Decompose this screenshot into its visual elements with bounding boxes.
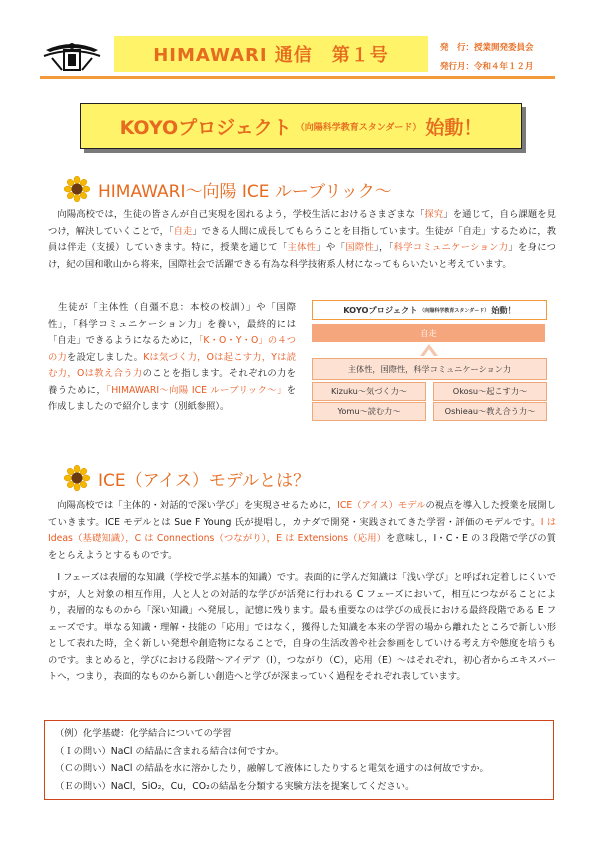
paragraph-text: を設定しました。 xyxy=(67,351,144,363)
project-title-box xyxy=(80,103,522,149)
newsletter-banner xyxy=(114,36,428,72)
highlighted-text: 国際性 xyxy=(345,242,375,253)
project-title-tail: 始動！ xyxy=(425,116,483,139)
diagram-yomu-label: Yomu～読む力～ xyxy=(337,406,401,416)
issuer-label: 発 行：授業開発委員会 xyxy=(440,43,534,53)
highlighted-text: I は Ideas（基礎知識），C は Connections（つながり），E は Extensions（応用） xyxy=(48,516,556,544)
rubric-intro-paragraph xyxy=(48,207,556,273)
paragraph-text: 」できる人間に成長してもらうことを目指しています。生徒が「自走」するために，教員は伴走（支援）していきます。特に，授業を通じて「 xyxy=(48,225,556,253)
paragraph-text: I フェーズは表層的な知識（学校で学ぶ基本的知識）です。表面的に学んだ知識は「浅い学び」と呼ばれ定着しにくいですが，人と対象の相互作用，人と人との対話的な学びが活発に行われる C フェーズにおいて，相互につながることにより，表層的なものから「深い知識」へ発展し，記憶に残ります。最も重要なのは学びの成長における最終段階である E フェーズです。単なる知識・理解・技能の「応用」ではなく，獲得した知識を本来の学習の場から離れたところで新しい形として表れた時，全く新しい発想や創造物になることで，自身の生活改善や社会参画をしていける考え方や態度を培うものです。まとめると，学びにおける段階～アイデア（I），つながり（C），応用（E）～はそれぞれ，初心者からエキスパートへ，つまり，表面的なものから新しい創造へと学びが深まっていく過程をそれぞれ表しています。 xyxy=(48,572,556,682)
section-heading-ice-model xyxy=(64,465,310,491)
highlighted-text: ICE（アイス）モデル xyxy=(337,500,426,511)
up-chevron-icon xyxy=(418,342,440,358)
diagram-oshieau-box xyxy=(433,402,547,421)
highlighted-text: 科学コミュニケーション力 xyxy=(393,242,509,253)
sunflower-icon xyxy=(64,176,90,202)
diagram-kizuku-label: Kizuku～気づく力～ xyxy=(331,386,407,396)
diagram-title-box xyxy=(312,300,547,320)
example-question-i: （Ｉの問い）NaCl の結晶に含まれる結合は何ですか。 xyxy=(55,745,285,757)
highlighted-text: 自走 xyxy=(173,225,193,237)
section-title: HIMAWARI～向陽 ICE ルーブリック～ xyxy=(98,181,392,202)
diagram-title-sub: （向陽科学教育スタンダード） xyxy=(419,307,490,314)
diagram-title: KOYOプロジェクト xyxy=(343,304,418,315)
sunflower-icon xyxy=(64,465,90,491)
highlighted-text: 主体性 xyxy=(287,242,317,253)
diagram-yomu-box xyxy=(312,402,426,421)
koyo-diagram xyxy=(300,298,557,416)
example-question-e: （Ｅの問い）NaCl，SiO₂，Cu，CO₂の結晶を分類する実験方法を提案してください。 xyxy=(55,780,415,792)
paragraph-text: の視点を導入した授業を展開していきます。ICE モデルとは Sue F Young 氏が提唱し，カナダで開発・実践されてきた学習・評価のモデルです。 xyxy=(48,500,556,528)
diagram-oshieau-label: Oshieau～教え合う力～ xyxy=(444,406,536,416)
highlighted-text: 探究 xyxy=(424,209,444,220)
section-heading-rubric xyxy=(64,176,392,202)
koyo-abilities-paragraph xyxy=(48,300,296,416)
paragraph-text: のことを指します。それぞれの力を養うために， xyxy=(48,368,296,396)
school-emblem-icon xyxy=(42,36,102,76)
diagram-okosu-box xyxy=(433,382,547,401)
ice-phases-paragraph xyxy=(48,570,556,686)
ice-intro-paragraph xyxy=(48,498,556,564)
paragraph-text: 向陽高校では「主体的・対話的で深い学び」を実現させるために， xyxy=(48,500,338,511)
header-divider xyxy=(40,76,555,79)
paragraph-text: 」や「 xyxy=(316,242,346,253)
highlighted-text: 「K・O・Y・O」の４つの力 xyxy=(48,335,296,363)
example-question-c: （Ｃの問い）NaCl の結晶を水に溶かしたり，融解して液体にしたりすると電気を通すのは何故ですか。 xyxy=(55,763,489,775)
example-title: （例）化学基礎：化学結合についての学習 xyxy=(55,728,232,739)
paragraph-text: 」，「 xyxy=(374,242,394,253)
issuer-info xyxy=(440,39,534,77)
diagram-jiritsu-box xyxy=(312,324,545,342)
example-box xyxy=(44,720,554,800)
diagram-three-qualities-box xyxy=(312,358,547,380)
project-title: KOYOプロジェクト xyxy=(119,116,292,139)
diagram-jiritsu-label: 自走 xyxy=(420,327,437,338)
issue-date: 発行月：令和４年１２月 xyxy=(440,62,534,72)
diagram-kizuku-box xyxy=(312,382,426,401)
paragraph-text: 向陽高校では，生徒の皆さんが自己実現を図れるよう，学校生活におけるさまざまな「 xyxy=(48,209,425,220)
highlighted-text: 「HIMAWARI～向陽 ICE ルーブリック～」 xyxy=(106,384,287,396)
paragraph-text: を作成しましたので紹介します（別紙参照）。 xyxy=(48,384,296,412)
paragraph-text: を意味し，I・C・E の３段階で学びの質をとらえようとするものです。 xyxy=(48,533,556,561)
project-subtitle: （向陽科学教育スタンダード） xyxy=(295,122,422,133)
diagram-three-qualities-label: 主体性，国際性，科学コミュニケーション力 xyxy=(347,363,512,374)
paragraph-text: 生徒が「主体性（自彊不息：本校の校訓）」や「国際性」，「科学コミュニケーション力」を養い，最終的には「自走」できるようになるために， xyxy=(48,302,296,346)
section-title: ICE（アイス）モデルとは？ xyxy=(98,470,311,491)
diagram-okosu-label: Okosu～起こす力～ xyxy=(452,386,528,396)
diagram-title-tail: 始動！ xyxy=(491,304,516,315)
newsletter-title: HIMAWARI 通信 第１号 xyxy=(153,45,389,66)
paragraph-text: 」を身につけ，紀の国和歌山から将来，国際社会で活躍できる有為な科学技術系人材になってもらいたいと考えています。 xyxy=(48,242,556,270)
paragraph-text: 」を通じて，自ら課題を見つけ，解決していくことで，「 xyxy=(48,209,556,237)
highlighted-text: Kは気づく力，Oは起こす力，Yは読む力，Oは教え合う力 xyxy=(48,351,296,379)
